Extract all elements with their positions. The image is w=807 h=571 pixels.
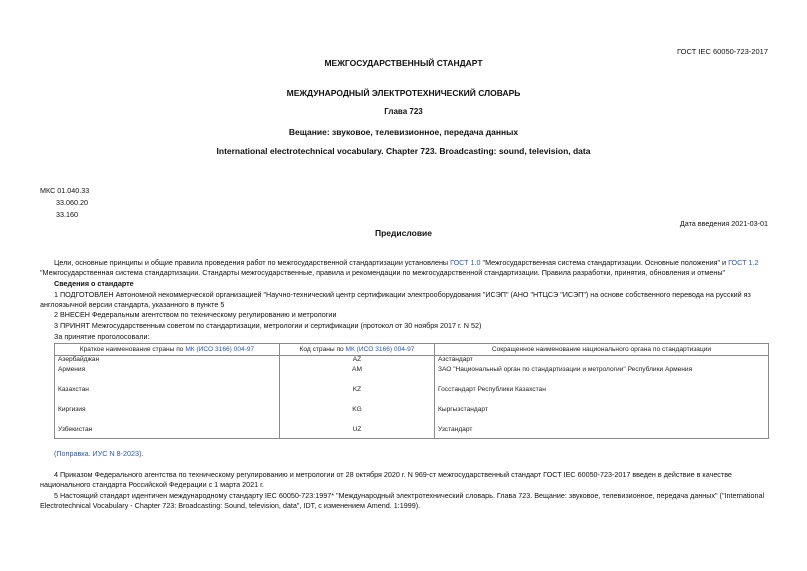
mks-code-2: 33.060.20 bbox=[56, 198, 88, 207]
document-code: ГОСТ IEC 60050-723-2017 bbox=[677, 47, 768, 56]
cell-code: AM bbox=[280, 366, 435, 386]
voted-label: За принятие проголосовали: bbox=[54, 332, 150, 341]
heading-chapter: Глава 723 bbox=[384, 107, 423, 116]
item-1-line-2: англоязычной версии стандарта, указанного в пункте 5 bbox=[40, 300, 225, 309]
amendment-link[interactable]: (Поправка. ИУС N 8-2023). bbox=[54, 449, 144, 458]
cell-code: KZ bbox=[280, 386, 435, 406]
cell-body: Кыргызстандарт bbox=[438, 406, 488, 413]
header-text: Код страны по bbox=[299, 346, 346, 353]
cell-body: Азстандарт bbox=[438, 356, 473, 363]
heading-vocabulary: МЕЖДУНАРОДНЫЙ ЭЛЕКТРОТЕХНИЧЕСКИЙ СЛОВАРЬ bbox=[286, 88, 521, 98]
table-row bbox=[55, 406, 769, 426]
header-country bbox=[55, 344, 280, 356]
item-4-line-1: 4 Приказом Федерального агентства по техническому регулированию и метрологии от 28 октября 2020 г. N 969-ст межгосударственный стандарт ГОСТ IEC 60050-723-2017 введен в действие в качестве bbox=[54, 470, 732, 479]
item-1-line-1: 1 ПОДГОТОВЛЕН Автономной некоммерческой организацией "Научно-технический центр сертификации электрооборудования "ИСЭП" (АНО "НТЦСЭ "ИСЭП") на основе собственного перевода на русский яз bbox=[54, 290, 751, 299]
mk-iso-link[interactable]: МК (ИСО 3166) 004-97 bbox=[185, 346, 255, 353]
intro-date: Дата введения 2021-03-01 bbox=[679, 219, 768, 228]
mks-code-1: МКС 01.040.33 bbox=[40, 186, 90, 195]
item-4-line-2: национального стандарта Российской Федерации с 1 марта 2021 г. bbox=[40, 480, 264, 489]
cell-country: Казахстан bbox=[58, 386, 89, 393]
info-title: Сведения о стандарте bbox=[54, 279, 134, 288]
table-row bbox=[55, 366, 769, 386]
countries-table bbox=[54, 343, 769, 439]
table-row bbox=[55, 386, 769, 406]
paragraph-text: "Межгосударственная система стандартизации. Основные положения" и bbox=[480, 258, 729, 267]
header-text: Краткое наименование страны по bbox=[79, 346, 186, 353]
cell-body: ЗАО "Национальный орган по стандартизации и метрологии" Республики Армения bbox=[438, 366, 693, 373]
cell-country: Азербайджан bbox=[58, 356, 100, 363]
gost-1-2-link[interactable]: ГОСТ 1.2 bbox=[728, 258, 759, 267]
item-5-line-2: Electrotechnical Vocabulary - Chapter 723: Broadcasting: Sound, television, data", IDT, с изменением Amend. 1:1999). bbox=[40, 501, 421, 510]
cell-country: Узбекистан bbox=[58, 426, 93, 433]
gost-1-0-link[interactable]: ГОСТ 1.0 bbox=[450, 258, 481, 267]
cell-country: Армения bbox=[58, 366, 86, 373]
cell-code: UZ bbox=[280, 426, 435, 439]
cell-body: Узстандарт bbox=[438, 426, 473, 433]
mks-code-3: 33.160 bbox=[56, 210, 78, 219]
header-body: Сокращенное наименование национального органа по стандартизации bbox=[435, 344, 769, 356]
table-row bbox=[55, 426, 769, 439]
heading-english: International electrotechnical vocabulary. Chapter 723. Broadcasting: sound, television, data bbox=[216, 146, 591, 156]
paragraph-text: Цели, основные принципы и общие правила проведения работ по межгосударственной стандартизации установлены bbox=[54, 258, 451, 267]
item-5-line-1: 5 Настоящий стандарт идентичен международному стандарту IEC 60050-723:1997* "Международный электротехнический словарь. Глава 723. Вещание: звуковое, телевизионное, передача данных" ("International bbox=[54, 491, 765, 500]
header-code bbox=[280, 344, 435, 356]
heading-subtitle: Вещание: звуковое, телевизионное, передача данных bbox=[288, 127, 519, 137]
mk-iso-link[interactable]: МК (ИСО 3166) 004-97 bbox=[345, 346, 415, 353]
preface-paragraph-1 bbox=[54, 258, 758, 267]
heading-standard: МЕЖГОСУДАРСТВЕННЫЙ СТАНДАРТ bbox=[324, 58, 483, 68]
cell-code: AZ bbox=[280, 356, 435, 367]
table-row bbox=[55, 356, 769, 367]
cell-body: Госстандарт Республики Казахстан bbox=[438, 386, 546, 393]
cell-code: KG bbox=[280, 406, 435, 426]
cell-country: Киргизия bbox=[58, 406, 86, 413]
item-2: 2 ВНЕСЕН Федеральным агентством по техническому регулированию и метрологии bbox=[54, 310, 337, 319]
preface-title: Предисловие bbox=[374, 228, 433, 238]
preface-paragraph-1-line-2: "Межгосударственная система стандартизации. Стандарты межгосударственные, правила и рекомендации по межгосударственной стандартизации. Правила разработки, принятия, обновления и отмены" bbox=[40, 268, 726, 277]
item-3: 3 ПРИНЯТ Межгосударственным советом по стандартизации, метрологии и сертификации (протокол от 30 ноября 2017 г. N 52) bbox=[54, 321, 482, 330]
table-header-row bbox=[55, 344, 769, 356]
